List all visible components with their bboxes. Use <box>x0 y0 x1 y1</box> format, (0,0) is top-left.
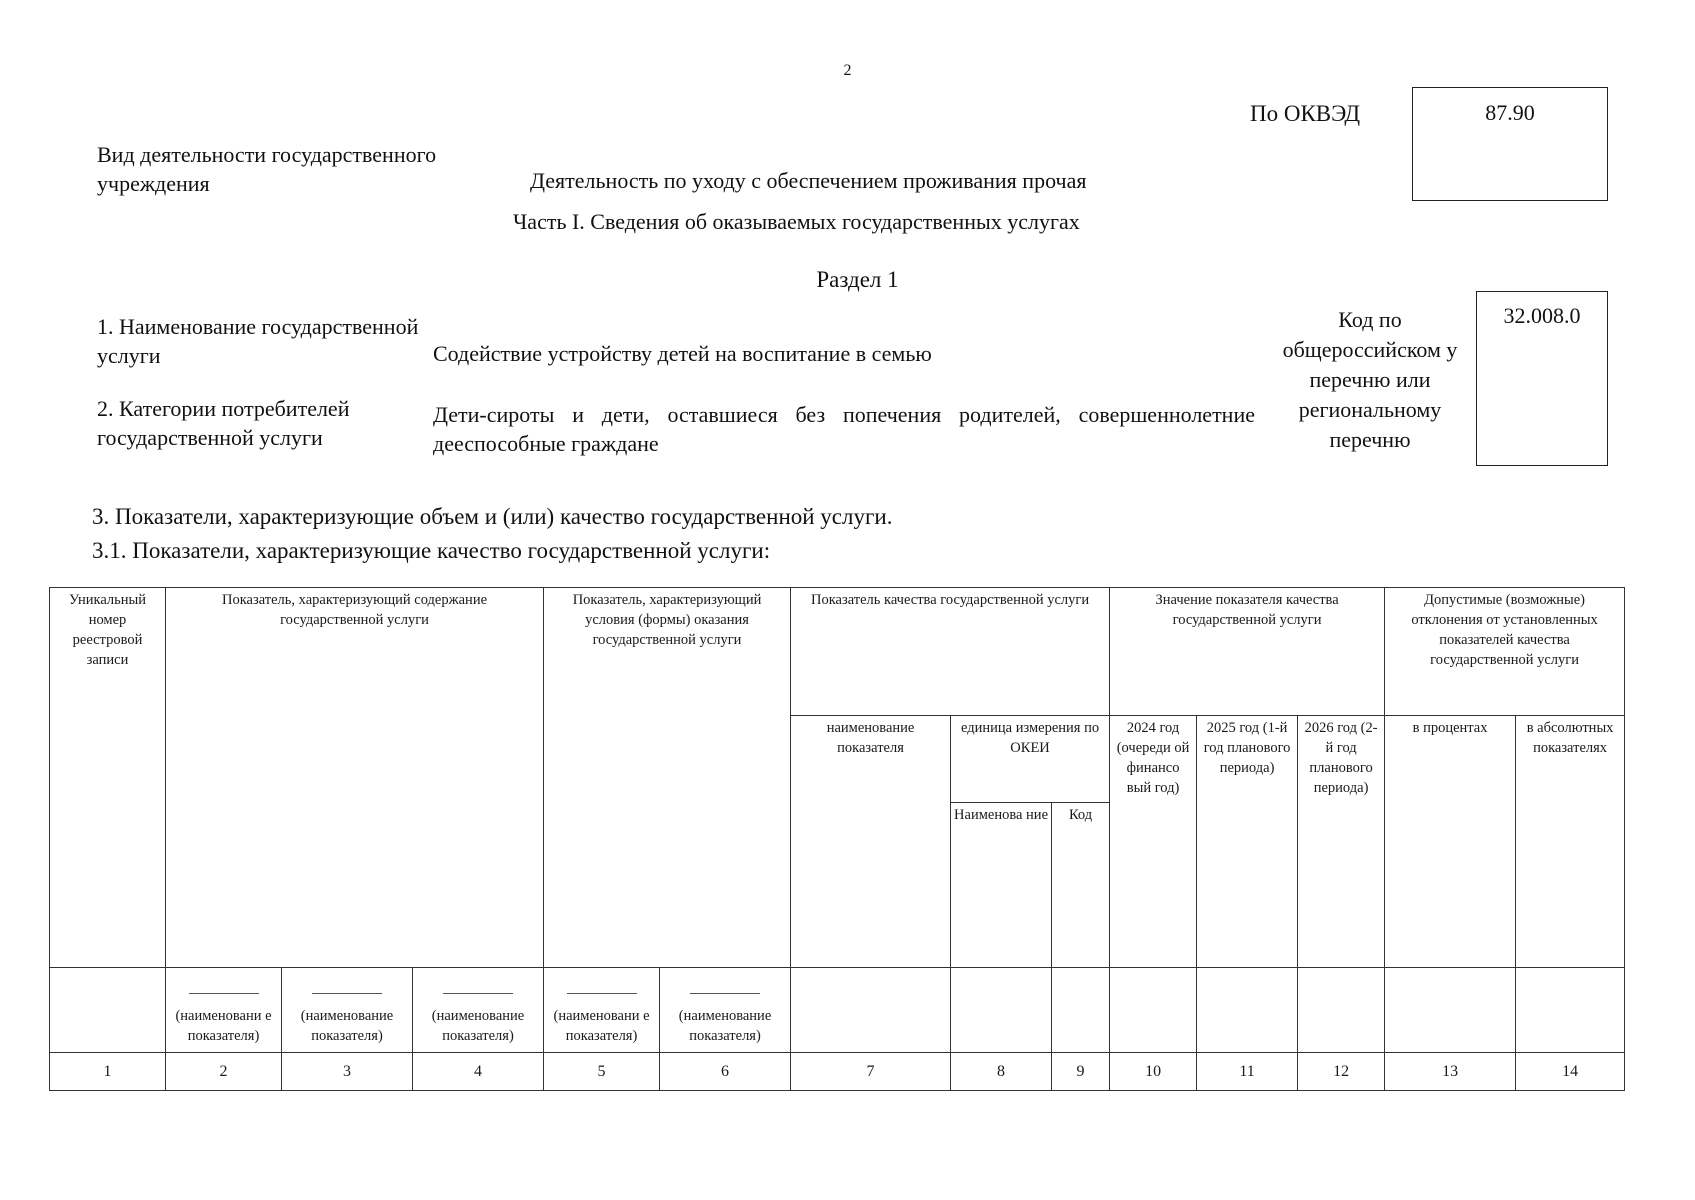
service-name-value: Содействие устройству детей на воспитание в семью <box>433 341 932 366</box>
header-year-2026: 2026 год (2-й год планового периода) <box>1298 716 1385 968</box>
activity-value: Деятельность по уходу с обеспечением проживания прочая <box>530 168 1087 193</box>
header-quality-indicator: Показатель качества государственной услуги <box>791 588 1110 716</box>
subheader-label: (наименование показателя) <box>300 1008 394 1044</box>
category-label: 2. Категории потребителей государственной услуги <box>97 396 350 450</box>
header-deviation-percent: в процентах <box>1385 716 1516 968</box>
header-content-indicator: Показатель, характеризующий содержание государственной услуги <box>166 588 544 968</box>
header-unit: единица измерения по ОКЕИ <box>951 716 1110 803</box>
subheader-label: (наименовани е показателя) <box>175 1008 272 1044</box>
indicators-title-3: 3. Показатели, характеризующие объем и (или) качество государственной услуги. <box>92 504 893 529</box>
service-code-value: 32.008.0 <box>1503 303 1581 328</box>
subheader-empty <box>50 968 166 1053</box>
column-number: 10 <box>1110 1053 1197 1091</box>
header-conditions-indicator: Показатель, характеризующий условия (формы) оказания государственной услуги <box>544 588 791 968</box>
subheader-cell <box>660 968 791 1053</box>
column-number: 7 <box>791 1053 951 1091</box>
subheader-empty <box>1298 968 1385 1053</box>
column-number: 1 <box>50 1053 166 1091</box>
column-number: 13 <box>1385 1053 1516 1091</box>
column-number: 4 <box>413 1053 544 1091</box>
page-number: 2 <box>843 62 852 79</box>
column-number: 6 <box>660 1053 791 1091</box>
subheader-cell <box>166 968 282 1053</box>
subheader-empty <box>951 968 1052 1053</box>
column-numbers-row <box>50 1053 1625 1091</box>
subheader-row <box>50 968 1625 1053</box>
header-unique-number: Уникальный номер реестровой записи <box>50 588 166 968</box>
part-title: Часть I. Сведения об оказываемых государственных услугах <box>513 209 1080 234</box>
indicators-title-3-1: 3.1. Показатели, характеризующие качество государственной услуги: <box>92 538 771 563</box>
column-number: 12 <box>1298 1053 1385 1091</box>
column-number: 5 <box>544 1053 660 1091</box>
header-quality-value: Значение показателя качества государственной услуги <box>1110 588 1385 716</box>
subheader-empty <box>791 968 951 1053</box>
column-number: 3 <box>282 1053 413 1091</box>
subheader-label: (наименование показателя) <box>678 1008 772 1044</box>
service-code-box <box>1476 291 1608 466</box>
header-allowed-deviation: Допустимые (возможные) отклонения от установленных показателей качества государственной услуги <box>1385 588 1625 716</box>
activity-label: Вид деятельности государственного учреждения <box>97 142 437 196</box>
subheader-empty <box>1110 968 1197 1053</box>
subheader-empty <box>1052 968 1110 1053</box>
column-number: 8 <box>951 1053 1052 1091</box>
column-number: 9 <box>1052 1053 1110 1091</box>
header-unit-code: Код <box>1052 803 1110 968</box>
quality-indicators-table <box>49 587 1625 1091</box>
section-title: Раздел 1 <box>816 267 899 292</box>
subheader-empty <box>1197 968 1298 1053</box>
okved-code: 87.90 <box>1485 100 1535 125</box>
subheader-label: (наименовани е показателя) <box>553 1008 650 1044</box>
header-year-2024: 2024 год (очереди ой финансо вый год) <box>1110 716 1197 968</box>
subheader-cell <box>282 968 413 1053</box>
okved-code-box <box>1412 87 1608 201</box>
subheader-empty <box>1516 968 1625 1053</box>
header-indicator-name: наименование показателя <box>791 716 951 968</box>
service-code-label: Код по общероссийском у перечню или региональному перечню <box>1282 307 1458 452</box>
header-deviation-absolute: в абсолютных показателях <box>1516 716 1625 968</box>
subheader-cell <box>413 968 544 1053</box>
indicators-heading <box>92 500 893 568</box>
subheader-label: (наименование показателя) <box>431 1008 525 1044</box>
header-year-2025: 2025 год (1-й год планового периода) <box>1197 716 1298 968</box>
subheader-cell <box>544 968 660 1053</box>
header-unit-name: Наименова ние <box>951 803 1052 968</box>
column-number: 11 <box>1197 1053 1298 1091</box>
column-number: 2 <box>166 1053 282 1091</box>
subheader-empty <box>1385 968 1516 1053</box>
column-number: 14 <box>1516 1053 1625 1091</box>
okved-label: По ОКВЭД <box>1250 101 1361 126</box>
service-name-label: 1. Наименование государственной услуги <box>97 314 419 368</box>
category-value: Дети-сироты и дети, оставшиеся без попечения родителей, совершеннолетние дееспособные граждане <box>433 402 1255 456</box>
